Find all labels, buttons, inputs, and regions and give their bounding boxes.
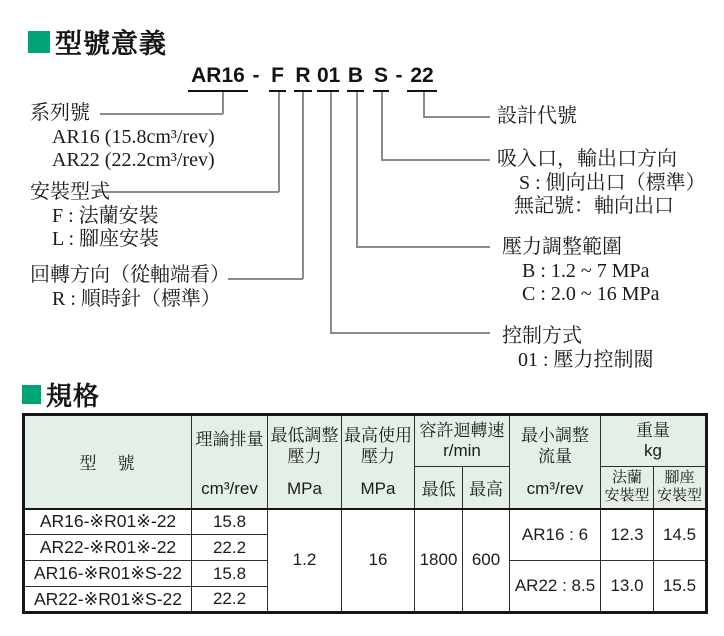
callout-line-control-h [330, 332, 490, 334]
code-segment-design: 22 [407, 64, 437, 92]
cell-min-pressure: 1.2 [268, 509, 342, 613]
col-header-weight-foot [654, 467, 707, 509]
code-segment-port: S [373, 64, 389, 92]
callout-mount [30, 181, 159, 251]
code-segment-control: 01 [317, 64, 339, 92]
col-header-weight-flange [601, 467, 654, 509]
cell-displacement: 22.2 [192, 587, 268, 613]
callout-pressure-item: C : 2.0 ~ 16 MPa [522, 283, 660, 305]
callout-line-rotation-h [228, 278, 303, 280]
cell-weight-foot-top: 14.5 [654, 509, 707, 561]
callout-rotation-title: 回轉方向（從軸端看） [30, 264, 230, 286]
col-header-displacement [192, 415, 268, 509]
cell-speed-min: 1800 [415, 509, 463, 613]
flange-label-line2: 安裝型 [604, 487, 650, 505]
max-pressure-unit: MPa [360, 478, 396, 498]
cell-weight-flange-bottom: 13.0 [601, 561, 654, 613]
min-flow-title-line1: 最小調整 [521, 425, 589, 445]
col-header-model [24, 415, 192, 509]
callout-line-pressure-v [356, 92, 358, 247]
code-dash: - [252, 64, 260, 87]
col-header-speed [415, 415, 510, 467]
callout-mount-title: 安裝型式 [30, 181, 110, 203]
callout-pressure-title: 壓力調整範圍 [502, 236, 622, 258]
callout-series-item: AR16 (15.8cm³/rev) [52, 126, 215, 148]
callout-port-item: S : 側向出口（標準） [519, 172, 706, 194]
speed-min-label: 最低 [421, 479, 456, 499]
min-pressure-unit: MPa [287, 478, 322, 498]
cell-weight-flange-top: 12.3 [601, 509, 654, 561]
callout-line-design-h [423, 116, 490, 118]
callout-line-rotation-v [302, 92, 304, 279]
displacement-unit: cm³/rev [201, 478, 258, 498]
spec-table [22, 413, 708, 614]
foot-label-line2: 安裝型 [656, 487, 702, 505]
callout-rotation [30, 264, 230, 311]
callout-port-item: 無記號：軸向出口 [514, 195, 674, 217]
callout-control [502, 325, 654, 372]
callout-pressure-item: B : 1.2 ~ 7 MPa [522, 260, 650, 282]
callout-series-item: AR22 (22.2cm³/rev) [52, 149, 215, 171]
callout-series-title: 系列號 [30, 102, 90, 124]
max-pressure-title-line2: 壓力 [361, 446, 395, 466]
min-flow-unit: cm³/rev [526, 478, 584, 498]
callout-mount-item: L : 腳座安裝 [52, 228, 160, 250]
speed-title: 容許迴轉速 [419, 421, 505, 440]
col-header-max-pressure [342, 415, 415, 509]
green-square-icon [22, 385, 41, 404]
callout-line-series-v [222, 92, 224, 114]
callout-control-title: 控制方式 [502, 325, 582, 347]
code-segment-mount: F [269, 64, 286, 92]
cell-displacement: 22.2 [192, 535, 268, 561]
section-title-model-meaning: 型號意義 [55, 29, 167, 59]
min-flow-title-line2: 流量 [538, 446, 572, 466]
min-pressure-title-line1: 最低調整 [270, 425, 339, 445]
cell-displacement: 15.8 [192, 509, 268, 535]
callout-line-port-h [381, 159, 490, 161]
callout-line-mount-v [278, 92, 280, 192]
foot-label-line1: 腳座 [664, 469, 695, 487]
callout-pressure [502, 236, 660, 306]
min-pressure-title-line2: 壓力 [287, 446, 322, 466]
cell-model: AR22-※R01※-22 [24, 535, 192, 561]
displacement-title: 理論排量 [195, 429, 264, 449]
callout-line-port-v [381, 92, 383, 160]
col-header-model-label: 型 號 [79, 454, 137, 474]
cell-min-flow-ar22: AR22 : 8.5 [510, 561, 601, 613]
cell-max-pressure: 16 [342, 509, 415, 613]
callout-line-design-v [423, 92, 425, 117]
callout-rotation-item: R : 順時針（標準） [52, 288, 221, 310]
cell-model: AR16-※R01※-22 [24, 509, 192, 535]
col-header-speed-min [415, 467, 463, 509]
section-title-specs: 規格 [46, 381, 101, 411]
callout-design-title: 設計代號 [497, 105, 577, 127]
callout-port [497, 148, 706, 218]
cell-model: AR16-※R01※S-22 [24, 561, 192, 587]
speed-max-label: 最高 [469, 479, 503, 499]
callout-line-pressure-h [356, 246, 490, 248]
col-header-min-pressure [268, 415, 342, 509]
section-header-specs [22, 376, 100, 413]
callout-port-title: 吸入口，輸出口方向 [497, 148, 677, 170]
col-header-min-flow [510, 415, 601, 509]
cell-displacement: 15.8 [192, 561, 268, 587]
table-row [24, 509, 707, 535]
callout-line-control-v [330, 92, 332, 333]
callout-mount-item: F : 法蘭安裝 [52, 205, 159, 227]
code-segment-rotation: R [294, 64, 312, 92]
code-dash: - [395, 64, 403, 87]
callout-control-item: 01 : 壓力控制閥 [518, 349, 654, 371]
cell-speed-max: 600 [463, 509, 510, 613]
col-header-weight [601, 415, 707, 467]
code-segment-series: AR16 [188, 64, 248, 92]
weight-title: 重量 [636, 421, 670, 440]
speed-unit: r/min [443, 441, 481, 460]
cell-min-flow-ar16: AR16 : 6 [510, 509, 601, 561]
callout-series [30, 102, 215, 172]
callout-design [497, 105, 577, 128]
flange-label-line1: 法蘭 [611, 469, 642, 487]
col-header-speed-max [463, 467, 510, 509]
cell-model: AR22-※R01※S-22 [24, 587, 192, 613]
weight-unit: kg [644, 441, 662, 460]
max-pressure-title-line1: 最高使用 [344, 425, 412, 445]
code-segment-pressure: B [347, 64, 364, 92]
cell-weight-foot-bottom: 15.5 [654, 561, 707, 613]
